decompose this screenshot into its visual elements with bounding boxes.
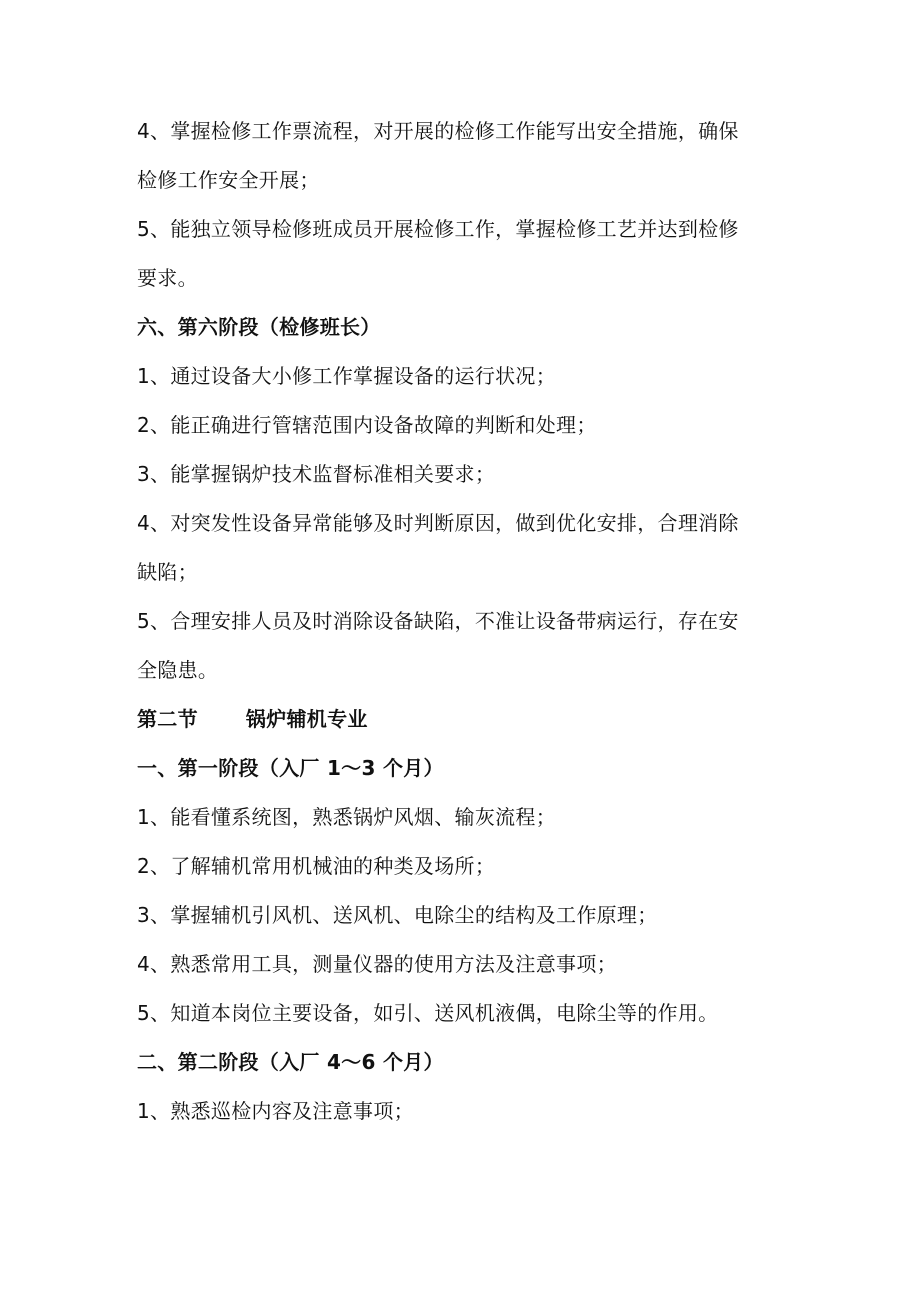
paragraph-line: 2、能正确进行管辖范围内设备故障的判断和处理；: [137, 413, 597, 437]
paragraph-line: 5、合理安排人员及时消除设备缺陷，不准让设备带病运行，存在安: [137, 609, 739, 633]
paragraph-line: 1、熟悉巡检内容及注意事项；: [137, 1099, 414, 1123]
paragraph-line: 全隐患。: [137, 658, 219, 682]
paragraph-line: 5、能独立领导检修班成员开展检修工作，掌握检修工艺并达到检修: [137, 217, 739, 241]
paragraph-line: 4、熟悉常用工具，测量仪器的使用方法及注意事项；: [137, 952, 617, 976]
paragraph-line: 3、掌握辅机引风机、送风机、电除尘的结构及工作原理；: [137, 903, 658, 927]
paragraph-line: 5、知道本岗位主要设备，如引、送风机液偶，电除尘等的作用。: [137, 1001, 719, 1025]
paragraph-line: 4、对突发性设备异常能够及时判断原因，做到优化安排，合理消除: [137, 511, 739, 535]
paragraph-line: 4、掌握检修工作票流程，对开展的检修工作能写出安全措施，确保: [137, 119, 739, 143]
paragraph-line: 1、通过设备大小修工作掌握设备的运行状况；: [137, 364, 557, 388]
paragraph-line: 3、能掌握锅炉技术监督标准相关要求；: [137, 462, 496, 486]
section-title: 锅炉辅机专业: [245, 707, 368, 731]
paragraph-line: 2、了解辅机常用机械油的种类及场所；: [137, 854, 496, 878]
section-label: 第二节: [137, 707, 198, 731]
paragraph-line: 1、能看懂系统图，熟悉锅炉风烟、输灰流程；: [137, 805, 557, 829]
section-heading: [137, 695, 797, 744]
paragraph-line: 缺陷；: [137, 560, 198, 584]
stage-heading: 二、第二阶段（入厂 4～6 个月）: [137, 1050, 444, 1074]
stage-heading: 六、第六阶段（检修班长）: [137, 315, 381, 339]
document-body: [137, 107, 797, 1136]
paragraph-line: 要求。: [137, 266, 198, 290]
stage-heading: 一、第一阶段（入厂 1～3 个月）: [137, 756, 444, 780]
paragraph-line: 检修工作安全开展；: [137, 168, 320, 192]
